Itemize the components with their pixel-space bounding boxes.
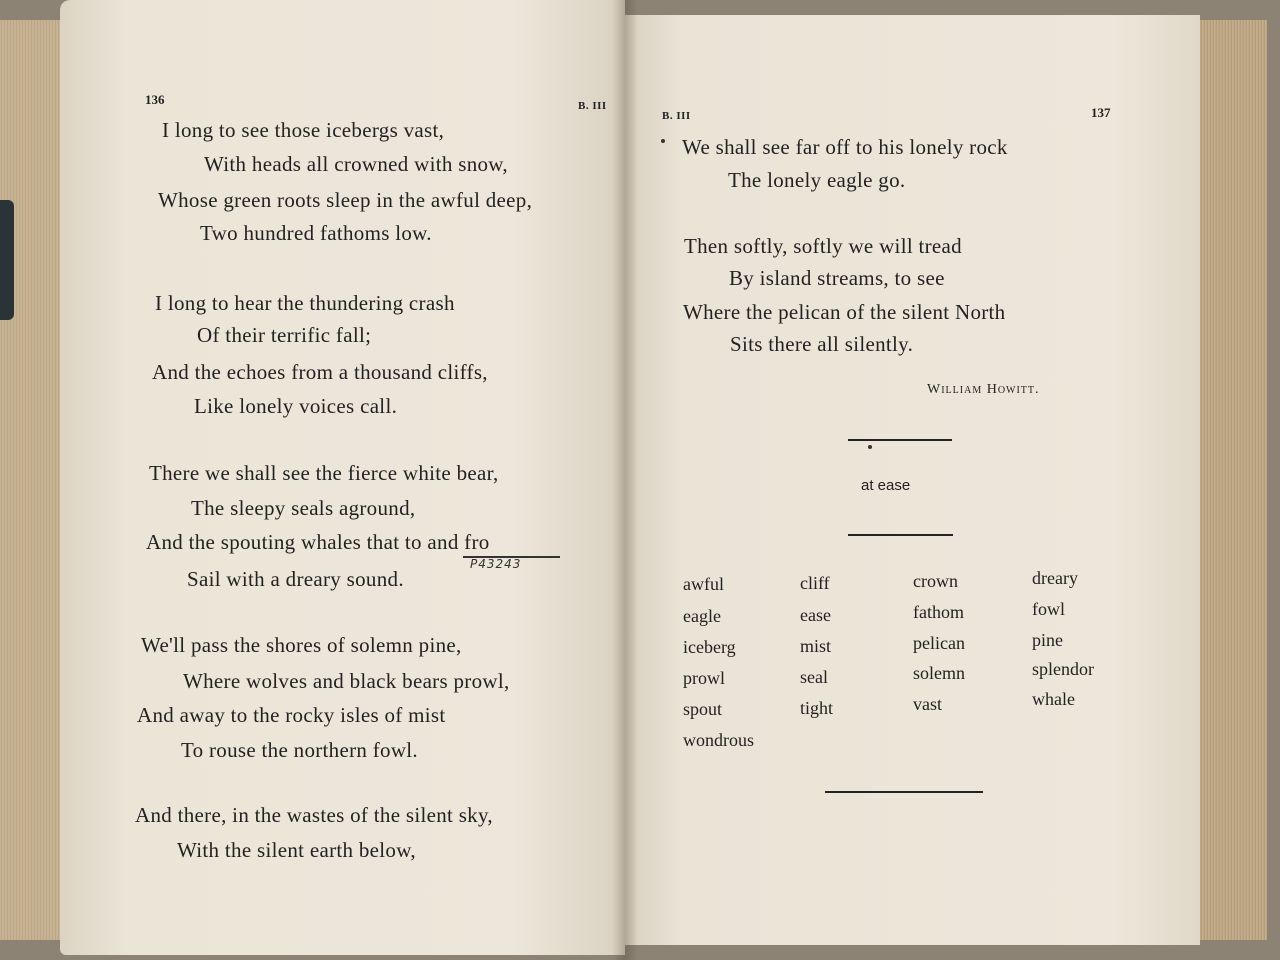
vocab-word: tight — [800, 698, 834, 718]
poem-line: We shall see far off to his lonely rock — [682, 135, 1008, 159]
poem-line: Then softly, softly we will tread — [684, 234, 962, 258]
vocab-word: mist — [800, 636, 832, 656]
poem-line: There we shall see the fierce white bear, — [149, 461, 499, 485]
vocab-word: pelican — [913, 633, 965, 653]
section-header: B. III — [662, 110, 691, 122]
vocab-word: awful — [683, 574, 724, 594]
vocab-word: pine — [1032, 630, 1063, 650]
poem-line: And there, in the wastes of the silent sky, — [135, 803, 493, 827]
spine-label-mark — [0, 200, 14, 320]
ink-speck — [868, 445, 872, 449]
poem-line: With heads all crowned with snow, — [204, 152, 508, 176]
poem-line: We'll pass the shores of solemn pine, — [141, 633, 462, 657]
poem-line: I long to see those icebergs vast, — [162, 118, 445, 142]
vocab-word: spout — [683, 699, 723, 719]
poem-line: Sail with a dreary sound. — [187, 567, 404, 591]
vocab-word: dreary — [1032, 568, 1078, 588]
vocab-word: crown — [913, 571, 958, 591]
book-gutter — [612, 0, 638, 960]
vocab-word: ease — [800, 605, 831, 625]
handwritten-note: P43243 — [470, 557, 522, 571]
section-header: B. III — [578, 100, 607, 112]
poem-line: Two hundred fathoms low. — [200, 221, 432, 245]
divider-rule — [848, 439, 952, 441]
divider-rule — [825, 791, 983, 793]
centered-note: at ease — [861, 477, 911, 494]
vocab-word: fathom — [913, 602, 964, 622]
vocab-word: fowl — [1032, 599, 1065, 619]
vocab-word: seal — [800, 667, 828, 687]
poem-line: And the spouting whales that to and fro — [146, 530, 490, 554]
vocab-word: cliff — [800, 573, 830, 593]
ink-speck — [661, 139, 665, 143]
vocab-word: vast — [913, 694, 942, 714]
left-page — [60, 0, 625, 955]
poem-line: And the echoes from a thousand cliffs, — [152, 360, 488, 384]
poem-line: To rouse the northern fowl. — [181, 738, 418, 762]
poem-line: Where the pelican of the silent North — [683, 300, 1006, 324]
poem-line: I long to hear the thundering crash — [155, 291, 455, 315]
poem-line: Sits there all silently. — [730, 332, 914, 356]
vocab-word: whale — [1032, 689, 1075, 709]
right-page — [625, 15, 1200, 945]
poem-line: Of their terrific fall; — [197, 323, 372, 347]
vocab-word: eagle — [683, 606, 721, 626]
vocab-word: prowl — [683, 668, 725, 688]
vocab-word: solemn — [913, 663, 965, 683]
right-page-edges — [1195, 20, 1267, 940]
poem-line: And away to the rocky isles of mist — [137, 703, 446, 727]
author-signature: William Howitt. — [927, 382, 1040, 397]
poem-line: Whose green roots sleep in the awful deep, — [158, 188, 533, 212]
vocab-word: wondrous — [683, 730, 754, 750]
poem-line: By island streams, to see — [729, 266, 945, 290]
poem-line: The sleepy seals aground, — [191, 496, 416, 520]
page-number: 136 — [145, 92, 165, 107]
divider-rule — [848, 534, 953, 536]
poem-line: Where wolves and black bears prowl, — [183, 669, 510, 693]
page-number: 137 — [1091, 105, 1111, 120]
poem-line: Like lonely voices call. — [194, 394, 398, 418]
poem-line: The lonely eagle go. — [728, 168, 906, 192]
vocab-word: splendor — [1032, 659, 1094, 679]
poem-line: With the silent earth below, — [177, 838, 416, 862]
vocab-word: iceberg — [683, 637, 736, 657]
